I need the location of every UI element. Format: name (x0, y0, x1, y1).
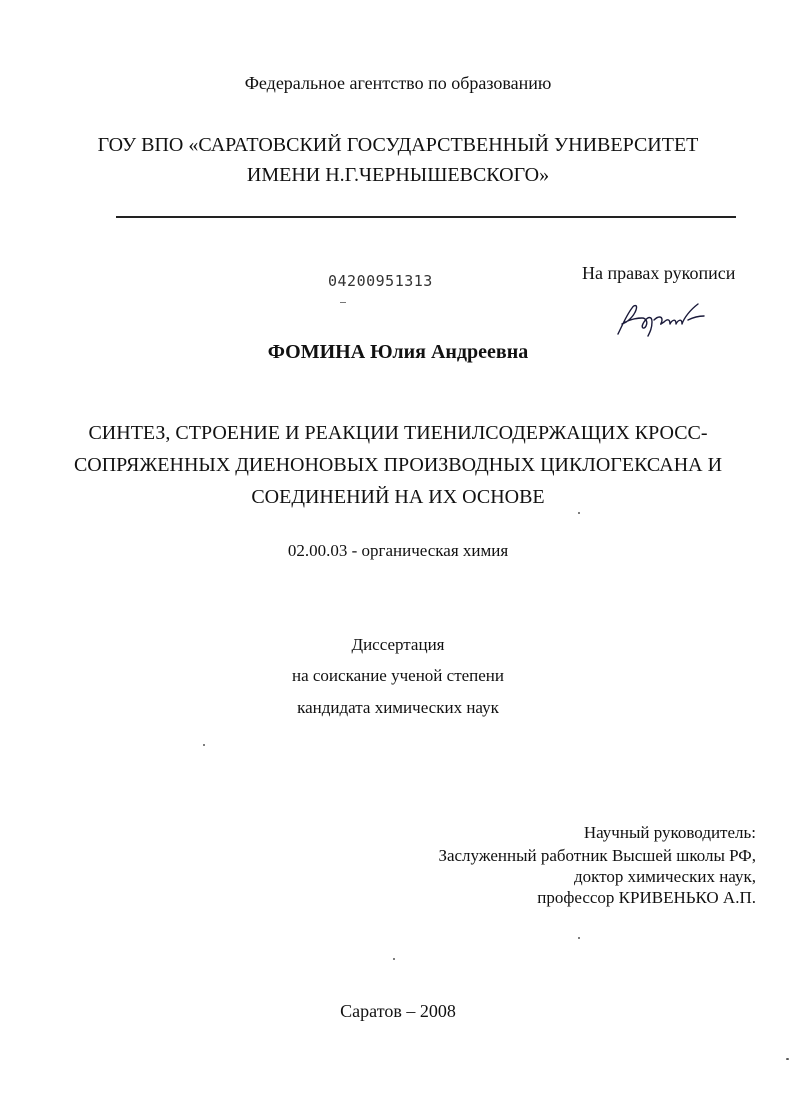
dissertation-title-line-3: СОЕДИНЕНИЙ НА ИХ ОСНОВЕ (251, 486, 545, 508)
registration-code: 04200951313 (328, 272, 433, 290)
code-underline-mark (340, 302, 346, 303)
dissertation-title-line-2: СОПРЯЖЕННЫХ ДИЕНОНОВЫХ ПРОИЗВОДНЫХ ЦИКЛОГЕКСАНА И (73, 454, 723, 476)
author-signature (612, 300, 708, 338)
dissertation-title-line-1: СИНТЕЗ, СТРОЕНИЕ И РЕАКЦИИ ТИЕНИЛСОДЕРЖАЩИХ КРОСС- (88, 422, 708, 444)
degree-purpose: на соискание ученой степени (291, 666, 505, 685)
agency-name: Федеральное агентство по образованию (244, 73, 552, 93)
scan-speck (786, 1058, 789, 1060)
scan-speck (578, 937, 580, 939)
supervisor-label: Научный руководитель: (583, 823, 756, 842)
place-and-year: Саратов – 2008 (340, 1001, 456, 1021)
supervisor-name: профессор КРИВЕНЬКО А.П. (537, 888, 756, 907)
dissertation-label: Диссертация (351, 635, 445, 654)
supervisor-degree: доктор химических наук, (573, 867, 756, 886)
supervisor-title: Заслуженный работник Высшей школы РФ, (438, 846, 756, 865)
scan-speck (203, 744, 205, 746)
manuscript-rights-note: На правах рукописи (582, 263, 736, 283)
header-divider (116, 216, 736, 218)
university-name-line-1: ГОУ ВПО «САРАТОВСКИЙ ГОСУДАРСТВЕННЫЙ УНИВЕРСИТЕТ (97, 134, 699, 156)
scan-speck (578, 512, 580, 514)
university-name-line-2: ИМЕНИ Н.Г.ЧЕРНЫШЕВСКОГО» (246, 164, 550, 186)
author-name: ФОМИНА Юлия Андреевна (267, 341, 529, 363)
scan-speck (393, 958, 395, 960)
degree-name: кандидата химических наук (297, 698, 499, 717)
specialty-code: 02.00.03 - органическая химия (287, 541, 509, 560)
